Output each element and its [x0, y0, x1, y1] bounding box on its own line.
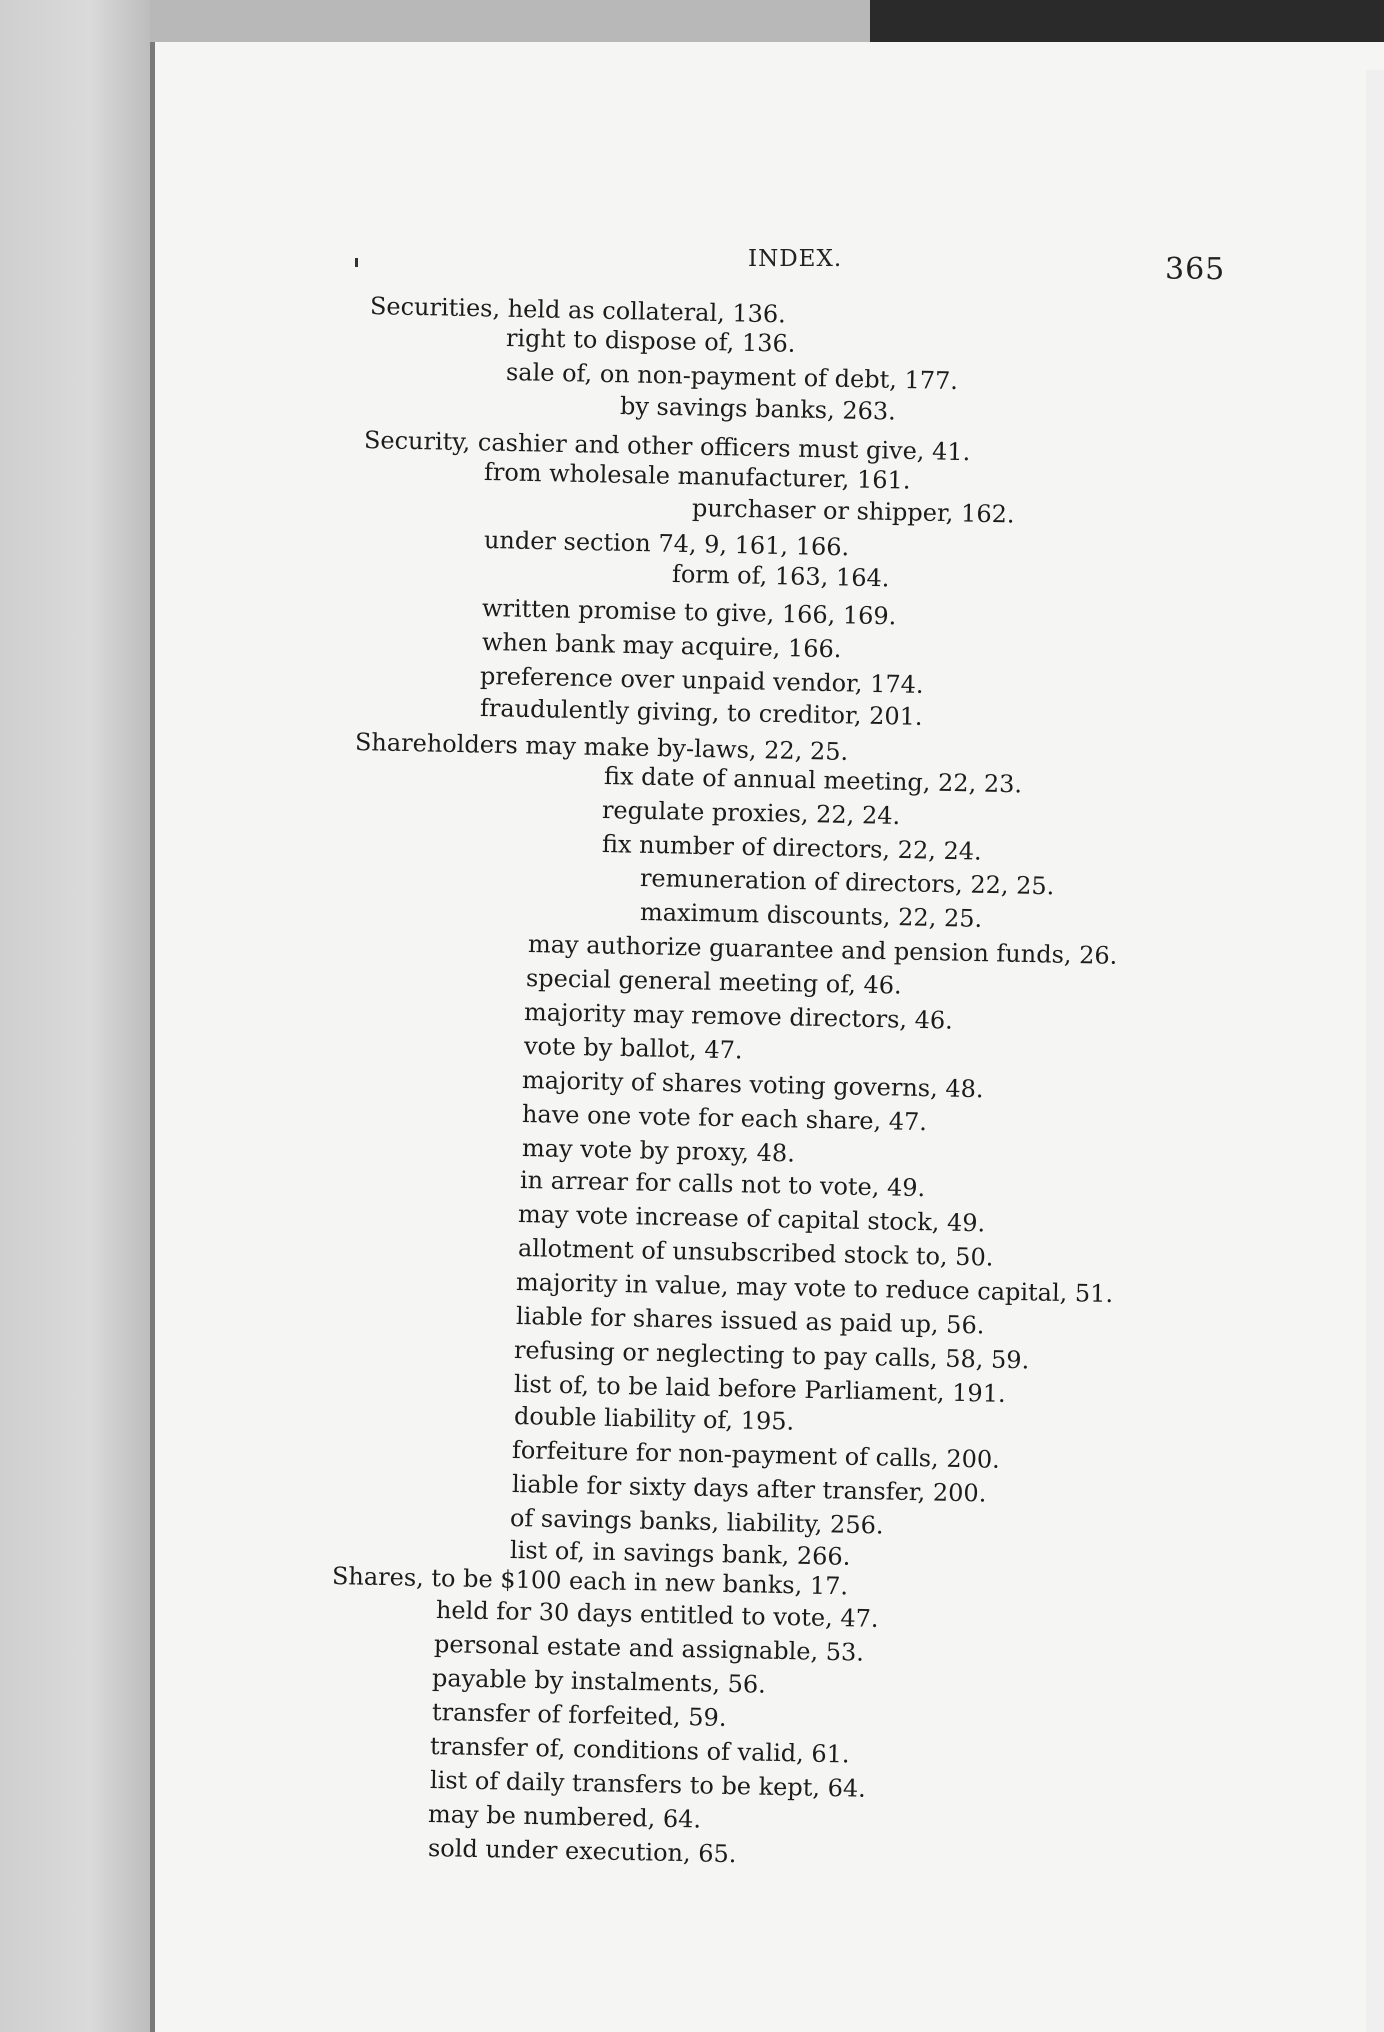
index-entry: personal estate and assignable, 53. — [433, 1630, 865, 1667]
running-head: INDEX. — [748, 246, 843, 272]
index-entry: by savings banks, 263. — [619, 392, 897, 426]
index-entry: of savings banks, liability, 256. — [509, 1504, 884, 1540]
index-entry: forfeiture for non-payment of calls, 200. — [511, 1436, 1001, 1474]
index-entry: may be numbered, 64. — [427, 1800, 702, 1834]
index-entry: may vote by proxy, 48. — [521, 1134, 796, 1168]
page-number: 365 — [1165, 252, 1226, 287]
index-entry: transfer of forfeited, 59. — [431, 1698, 727, 1732]
index-entry: have one vote for each share, 47. — [521, 1100, 928, 1137]
index-entry: sale of, on non-payment of debt, 177. — [505, 358, 959, 396]
index-entry: remuneration of directors, 22, 25. — [639, 864, 1055, 901]
index-entry: form of, 163, 164. — [671, 560, 890, 593]
index-entry: list of, in savings bank, 266. — [509, 1536, 851, 1571]
index-entry: when bank may acquire, 166. — [481, 628, 842, 664]
index-entry: fix number of directors, 22, 24. — [601, 830, 982, 866]
index-entry: may authorize guarantee and pension funds, 26. — [527, 930, 1118, 970]
index-entry: liable for sixty days after transfer, 200. — [511, 1470, 987, 1508]
index-entry: from wholesale manufacturer, 161. — [483, 458, 911, 495]
index-entry: written promise to give, 166, 169. — [481, 594, 897, 631]
index-entry: list of daily transfers to be kept, 64. — [429, 1766, 867, 1803]
index-entry: special general meeting of, 46. — [525, 964, 902, 1000]
index-entry: sold under execution, 65. — [427, 1834, 737, 1869]
index-entry: under section 74, 9, 161, 166. — [483, 526, 850, 562]
index-entry: fix date of annual meeting, 22, 23. — [603, 762, 1023, 799]
index-entry: Shareholders may make by-laws, 22, 25. — [354, 728, 849, 766]
index-entry: purchaser or shipper, 162. — [691, 494, 1015, 529]
index-entry: Securities, held as collateral, 136. — [369, 292, 787, 329]
index-entry: list of, to be laid before Parliament, 191. — [513, 1370, 1006, 1408]
index-entry: double liability of, 195. — [513, 1402, 795, 1436]
index-entry: liable for shares issued as paid up, 56. — [515, 1302, 985, 1340]
index-entry: transfer of, conditions of valid, 61. — [429, 1732, 850, 1769]
index-entry: majority may remove directors, 46. — [523, 998, 954, 1035]
index-entry: allotment of unsubscribed stock to, 50. — [517, 1234, 994, 1272]
index-entry: regulate proxies, 22, 24. — [601, 796, 901, 830]
index-entry: held for 30 days entitled to vote, 47. — [435, 1596, 879, 1633]
index-entry: Security, cashier and other officers must give, 41. — [363, 426, 971, 467]
index-entry: refusing or neglecting to pay calls, 58, 59. — [513, 1336, 1030, 1375]
index-entry: Shares, to be $100 each in new banks, 17. — [331, 1562, 849, 1601]
index-entry: maximum discounts, 22, 25. — [639, 898, 983, 933]
index-entry: vote by ballot, 47. — [523, 1032, 743, 1065]
index-entry: may vote increase of capital stock, 49. — [517, 1200, 986, 1238]
index-entry: preference over unpaid vendor, 174. — [479, 662, 924, 699]
index-entry: in arrear for calls not to vote, 49. — [519, 1166, 926, 1203]
index-entry: payable by instalments, 56. — [431, 1664, 767, 1699]
index-entry: fraudulently giving, to creditor, 201. — [479, 694, 923, 731]
index-entry: right to dispose of, 136. — [505, 324, 796, 358]
index-entry: majority of shares voting governs, 48. — [521, 1066, 984, 1104]
index-entry: majority in value, may vote to reduce capital, 51. — [515, 1268, 1114, 1308]
